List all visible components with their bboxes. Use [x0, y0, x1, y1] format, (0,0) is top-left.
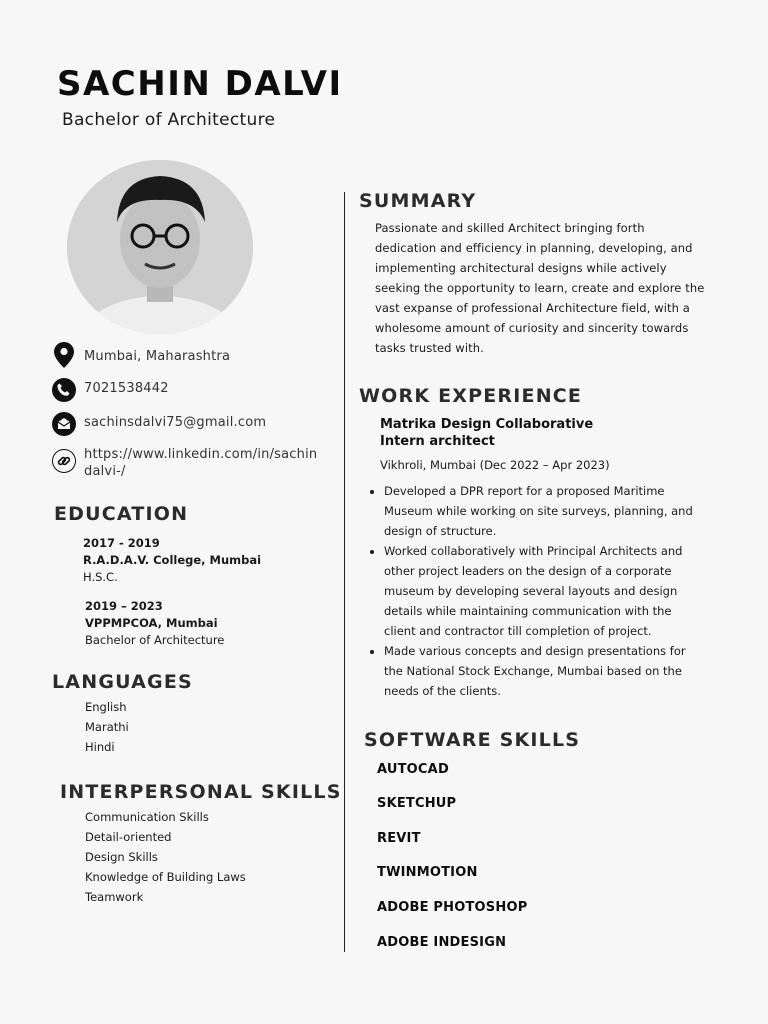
phone-icon	[52, 378, 76, 402]
education-school: R.A.D.A.V. College, Mumbai	[83, 553, 262, 567]
list-item: Marathi	[85, 720, 129, 734]
contact-phone	[52, 378, 332, 402]
list-item: Communication Skills	[85, 810, 209, 824]
linkedin-text[interactable]: https://www.linkedin.com/in/sachin dalvi-/	[84, 447, 318, 479]
software-skill: TWINMOTION	[377, 865, 478, 880]
education-years: 2017 - 2019	[83, 536, 160, 550]
candidate-degree: Bachelor of Architecture	[62, 110, 276, 130]
list-item: English	[85, 700, 127, 714]
location-pin-icon	[52, 342, 76, 368]
work-company: Matrika Design Collaborative	[380, 417, 594, 432]
work-place: Vikhroli, Mumbai (Dec 2022 – Apr 2023)	[380, 458, 610, 472]
list-item: Hindi	[85, 740, 115, 754]
contact-location	[52, 342, 332, 368]
location-text: Mumbai, Maharashtra	[84, 349, 231, 364]
link-icon	[52, 449, 76, 473]
software-skill: REVIT	[377, 831, 421, 846]
education-years: 2019 – 2023	[85, 599, 163, 613]
education-heading: EDUCATION	[54, 503, 189, 525]
work-heading: WORK EXPERIENCE	[359, 385, 583, 407]
summary-text: Passionate and skilled Architect bringing forth dedication and efficiency in planning, developing, and implementing architectural designs while actively seeking the opportunity to learn, create and explore the vast expanse of professional Architecture field, with a wholesome amount of curiosity and sincerity towards tasks trusted with.	[375, 221, 705, 355]
list-item: • Worked collaboratively with Principal Architects and other project leaders on the design of a corporate museum by developing several layouts and design details while maintaining communication with the client and contractor till completion of project.	[384, 541, 704, 641]
work-bullets	[364, 481, 704, 701]
contact-email	[52, 412, 332, 436]
envelope-icon	[52, 412, 76, 436]
education-school: VPPMPCOA, Mumbai	[85, 616, 218, 630]
email-text[interactable]: sachinsdalvi75@gmail.com	[84, 415, 267, 430]
languages-list	[85, 697, 129, 757]
interpersonal-list	[85, 807, 246, 907]
summary-heading: SUMMARY	[359, 190, 477, 212]
contact-linkedin	[52, 446, 332, 480]
software-skill: ADOBE INDESIGN	[377, 935, 507, 950]
person-silhouette-icon	[67, 160, 253, 334]
list-item: • Made various concepts and design presentations for the National Stock Exchange, Mumbai based on the needs of the clients.	[384, 641, 704, 701]
column-divider	[344, 192, 345, 952]
software-skill: ADOBE PHOTOSHOP	[377, 900, 528, 915]
list-item: Design Skills	[85, 850, 158, 864]
work-role: Intern architect	[380, 434, 495, 449]
software-skill: AUTOCAD	[377, 762, 449, 777]
work-company-block	[380, 416, 593, 450]
education-course: Bachelor of Architecture	[85, 633, 225, 647]
list-item: • Developed a DPR report for a proposed Maritime Museum while working on site surveys, planning, and design of structure.	[384, 481, 704, 541]
education-entry	[85, 598, 224, 649]
phone-text: 7021538442	[84, 381, 169, 396]
list-item: Detail-oriented	[85, 830, 172, 844]
list-item: Knowledge of Building Laws	[85, 870, 246, 884]
candidate-name: SACHIN DALVI	[57, 64, 343, 104]
education-course: H.S.C.	[83, 570, 118, 584]
profile-photo	[67, 160, 253, 334]
languages-heading: LANGUAGES	[52, 671, 193, 693]
software-skill: SKETCHUP	[377, 796, 457, 811]
interpersonal-heading: INTERPERSONAL SKILLS	[60, 781, 342, 803]
software-heading: SOFTWARE SKILLS	[364, 729, 581, 751]
education-entry	[83, 535, 261, 586]
list-item: Teamwork	[85, 890, 144, 904]
